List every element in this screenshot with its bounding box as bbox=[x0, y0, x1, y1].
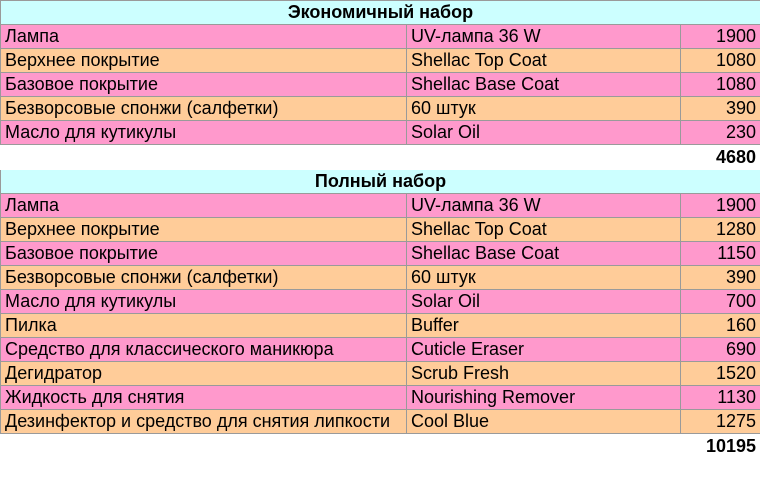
product-cell[interactable]: UV-лампа 36 W bbox=[407, 194, 681, 218]
price-cell[interactable]: 230 bbox=[681, 121, 760, 145]
empty-cell bbox=[1, 434, 407, 459]
product-cell[interactable]: Shellac Top Coat bbox=[407, 218, 681, 242]
product-cell[interactable]: Buffer bbox=[407, 314, 681, 338]
empty-cell bbox=[407, 434, 681, 459]
item-name-cell[interactable]: Жидкость для снятия bbox=[1, 386, 407, 410]
item-name-cell[interactable]: Дегидратор bbox=[1, 362, 407, 386]
empty-cell bbox=[407, 145, 681, 170]
empty-cell bbox=[1, 145, 407, 170]
section-header-row bbox=[1, 1, 760, 25]
price-cell[interactable]: 1520 bbox=[681, 362, 760, 386]
price-cell[interactable]: 390 bbox=[681, 266, 760, 290]
table-row bbox=[1, 25, 760, 49]
product-cell[interactable]: Cool Blue bbox=[407, 410, 681, 434]
item-name-cell[interactable]: Безворсовые спонжи (салфетки) bbox=[1, 266, 407, 290]
table-row bbox=[1, 266, 760, 290]
sheet-body bbox=[1, 1, 760, 459]
price-cell[interactable]: 160 bbox=[681, 314, 760, 338]
price-cell[interactable]: 1080 bbox=[681, 73, 760, 97]
item-name-cell[interactable]: Верхнее покрытие bbox=[1, 218, 407, 242]
product-cell[interactable]: Solar Oil bbox=[407, 121, 681, 145]
total-value[interactable]: 10195 bbox=[681, 434, 760, 459]
total-value[interactable]: 4680 bbox=[681, 145, 760, 170]
table-row bbox=[1, 290, 760, 314]
section-title: Экономичный набор bbox=[1, 1, 760, 25]
price-cell[interactable]: 390 bbox=[681, 97, 760, 121]
total-row bbox=[1, 434, 760, 459]
table-row bbox=[1, 410, 760, 434]
price-cell[interactable]: 700 bbox=[681, 290, 760, 314]
product-cell[interactable]: UV-лампа 36 W bbox=[407, 25, 681, 49]
table-row bbox=[1, 194, 760, 218]
item-name-cell[interactable]: Базовое покрытие bbox=[1, 73, 407, 97]
table-row bbox=[1, 121, 760, 145]
table-row bbox=[1, 314, 760, 338]
section-title: Полный набор bbox=[1, 170, 760, 194]
table-row bbox=[1, 73, 760, 97]
table-row bbox=[1, 242, 760, 266]
price-cell[interactable]: 1280 bbox=[681, 218, 760, 242]
product-cell[interactable]: Shellac Base Coat bbox=[407, 242, 681, 266]
table-row bbox=[1, 97, 760, 121]
product-cell[interactable]: 60 штук bbox=[407, 266, 681, 290]
price-cell[interactable]: 690 bbox=[681, 338, 760, 362]
item-name-cell[interactable]: Масло для кутикулы bbox=[1, 290, 407, 314]
product-cell[interactable]: Nourishing Remover bbox=[407, 386, 681, 410]
total-row bbox=[1, 145, 760, 170]
item-name-cell[interactable]: Лампа bbox=[1, 194, 407, 218]
product-cell[interactable]: Shellac Top Coat bbox=[407, 49, 681, 73]
item-name-cell[interactable]: Верхнее покрытие bbox=[1, 49, 407, 73]
price-cell[interactable]: 1080 bbox=[681, 49, 760, 73]
table-row bbox=[1, 386, 760, 410]
table-row bbox=[1, 362, 760, 386]
item-name-cell[interactable]: Пилка bbox=[1, 314, 407, 338]
product-cell[interactable]: Solar Oil bbox=[407, 290, 681, 314]
item-name-cell[interactable]: Безворсовые спонжи (салфетки) bbox=[1, 97, 407, 121]
price-cell[interactable]: 1900 bbox=[681, 194, 760, 218]
table-row bbox=[1, 49, 760, 73]
item-name-cell[interactable]: Базовое покрытие bbox=[1, 242, 407, 266]
item-name-cell[interactable]: Лампа bbox=[1, 25, 407, 49]
product-cell[interactable]: Cuticle Eraser bbox=[407, 338, 681, 362]
product-cell[interactable]: Shellac Base Coat bbox=[407, 73, 681, 97]
price-cell[interactable]: 1275 bbox=[681, 410, 760, 434]
item-name-cell[interactable]: Масло для кутикулы bbox=[1, 121, 407, 145]
section-header-row bbox=[1, 170, 760, 194]
price-cell[interactable]: 1150 bbox=[681, 242, 760, 266]
product-cell[interactable]: Scrub Fresh bbox=[407, 362, 681, 386]
table-row bbox=[1, 218, 760, 242]
product-cell[interactable]: 60 штук bbox=[407, 97, 681, 121]
price-cell[interactable]: 1900 bbox=[681, 25, 760, 49]
item-name-cell[interactable]: Средство для классического маникюра bbox=[1, 338, 407, 362]
price-cell[interactable]: 1130 bbox=[681, 386, 760, 410]
table-row bbox=[1, 338, 760, 362]
item-name-cell[interactable]: Дезинфектор и средство для снятия липкости bbox=[1, 410, 407, 434]
